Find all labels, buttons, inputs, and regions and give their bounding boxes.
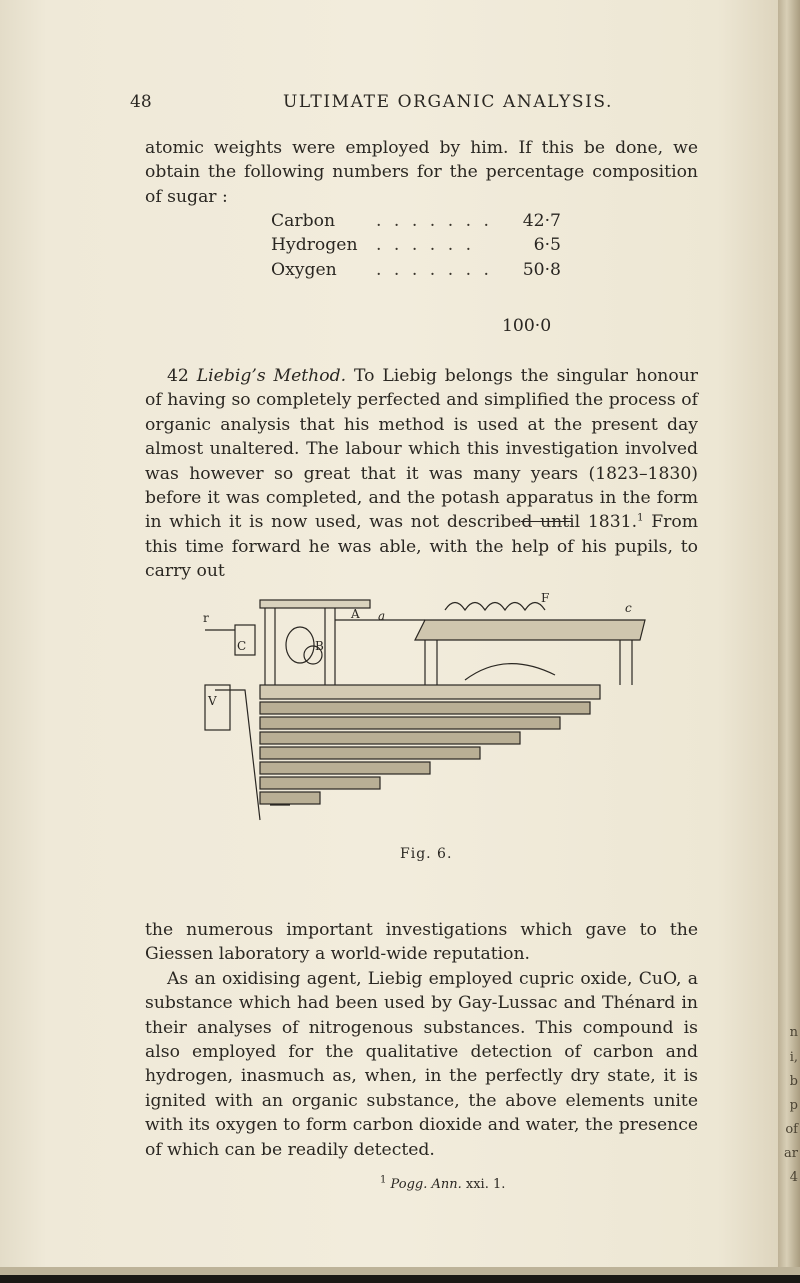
figure-label-b: B — [315, 639, 324, 653]
margin-mark: of — [785, 1122, 798, 1137]
element-name: Hydrogen — [271, 235, 358, 256]
margin-mark: 4 — [789, 1170, 798, 1185]
figure-label-a: A — [351, 607, 360, 621]
paragraph-body: To Liebig belongs the singular honour of having so completely perfected and simplified the process of organic analysis that his method is used at the present day almost unaltered. The labour which this investigation involved was however so great that it was many years (1823–1830) before it was completed, and the potash apparatus in the form in which it is now used, was not described until 1831. — [145, 366, 699, 533]
figure-label-f: F — [541, 591, 550, 605]
footnote — [380, 1174, 506, 1192]
figure-liebig-combustion-furnace — [175, 590, 665, 830]
paragraph-body-continued: From this time forward he was able, with the help of his pupils, to carry out — [145, 512, 698, 582]
facing-page-edge — [778, 0, 800, 1283]
element-value: 42·7 — [522, 211, 561, 231]
element-value: 50·8 — [522, 259, 561, 280]
margin-mark: p — [789, 1098, 798, 1113]
figure-label-c-right: c — [625, 601, 632, 615]
page-number: 48 — [130, 92, 152, 112]
leader-dots: . . . . . . — [376, 235, 475, 256]
running-title: ULTIMATE ORGANIC ANALYSIS. — [283, 92, 614, 112]
paragraph-oxidising-agent: As an oxidising agent, Liebig employed cupric oxide, CuO, a substance which had been used by Gay-Lussac and Thénard in their analyses of nitrogenous substances. This compound is also employed for the qualitative detection of carbon and hydrogen, inasmuch as, when, in the perfectly dry state, it is ignited with an organic substance, the above elements unite with its oxygen to form carbon dioxide and water, the presence of which can be readily detected. — [145, 968, 698, 1160]
element-name: Oxygen — [271, 259, 337, 280]
composition-table — [271, 209, 601, 282]
leader-dots: . . . . . . . — [376, 259, 493, 280]
margin-mark: b — [789, 1074, 798, 1089]
composition-row-oxygen — [271, 258, 601, 282]
composition-total: 100·0 — [502, 316, 552, 336]
figure-label-c: C — [237, 639, 247, 653]
composition-row-hydrogen — [271, 233, 601, 257]
leader-dots: . . . . . . . — [376, 211, 493, 231]
footnote-source: Pogg. Ann. — [390, 1177, 462, 1192]
figure-label-v: V — [208, 694, 217, 708]
figure-label-a-small: a — [378, 609, 386, 623]
section-subheading: Liebig’s Method. — [196, 366, 347, 386]
figure-caption: Fig. 6. — [400, 846, 453, 862]
paragraph-liebig-method — [145, 364, 698, 584]
paragraph-giessen — [145, 918, 698, 1162]
element-name: Carbon — [271, 211, 336, 231]
paragraph-text — [145, 364, 698, 584]
footnote-ref: xxi. 1. — [465, 1177, 506, 1192]
element-value: 6·5 — [533, 235, 561, 256]
paragraph-text: atomic weights were employed by him. If this be done, we obtain the following numbers for the percentage composition of sugar : — [145, 138, 698, 207]
footnote-number: 1 — [380, 1174, 387, 1186]
paragraph-sugar-intro — [145, 136, 698, 209]
margin-mark: i, — [789, 1050, 798, 1065]
footnote-reference: 1 — [637, 512, 644, 524]
margin-mark: n — [789, 1025, 798, 1040]
page-header — [0, 92, 780, 116]
paragraph-text: the numerous important investigations which gave to the Giessen laboratory a world-wide reputation. — [145, 920, 698, 965]
composition-row-carbon — [271, 209, 601, 233]
section-number: 42 — [167, 366, 189, 386]
margin-mark: ar — [784, 1146, 798, 1161]
figure-label-r: r — [203, 611, 209, 625]
scan-bottom-edge — [0, 1267, 800, 1283]
